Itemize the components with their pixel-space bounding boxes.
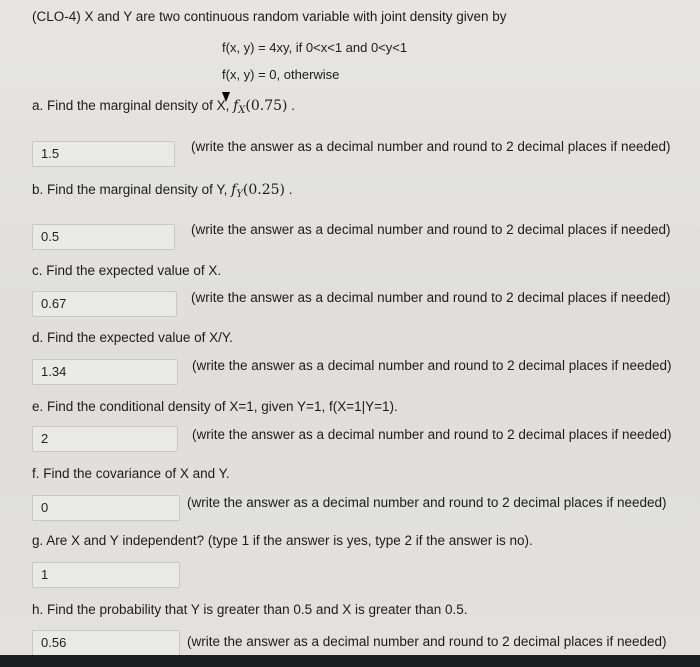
question-title: (CLO-4) X and Y are two continuous random variable with joint density given by: [32, 9, 507, 24]
question-b-fn: f: [231, 182, 237, 198]
question-a-label: a. Find the marginal density of X, $f_X(0.75)$ .: [32, 98, 296, 116]
hint-a: (write the answer as a decimal number and round to 2 decimal places if needed): [191, 139, 671, 154]
density-formula-line1: f(x, y) = 4xy, if 0<x<1 and 0<y<1: [222, 40, 408, 55]
hint-e: (write the answer as a decimal number and round to 2 decimal places if needed): [192, 427, 672, 442]
question-f-label: f. Find the covariance of X and Y.: [32, 466, 230, 481]
hint-f: (write the answer as a decimal number and round to 2 decimal places if needed): [187, 495, 667, 510]
hint-c: (write the answer as a decimal number and round to 2 decimal places if needed): [191, 290, 671, 305]
answer-input-d[interactable]: 1.34: [32, 359, 178, 385]
question-b-label: b. Find the marginal density of Y, $f_Y(0.25)$ .: [32, 182, 293, 200]
answer-input-g[interactable]: 1: [32, 562, 180, 588]
answer-input-a[interactable]: 1.5: [32, 141, 175, 167]
bottom-edge: [0, 655, 700, 667]
answer-input-h[interactable]: 0.56: [32, 630, 180, 656]
question-e-label: e. Find the conditional density of X=1, given Y=1, f(X=1|Y=1).: [32, 399, 398, 414]
hint-d: (write the answer as a decimal number and round to 2 decimal places if needed): [192, 358, 672, 373]
hint-h: (write the answer as a decimal number and round to 2 decimal places if needed): [187, 634, 667, 649]
question-h-label: h. Find the probability that Y is greater than 0.5 and X is greater than 0.5.: [32, 602, 468, 617]
answer-input-f[interactable]: 0: [32, 495, 180, 521]
hint-b: (write the answer as a decimal number and round to 2 decimal places if needed): [191, 222, 671, 237]
question-c-label: c. Find the expected value of X.: [32, 263, 222, 278]
question-a-fn: f: [233, 98, 239, 114]
question-g-label: g. Are X and Y independent? (type 1 if the answer is yes, type 2 if the answer is no).: [32, 533, 533, 548]
answer-input-c[interactable]: 0.67: [32, 291, 177, 317]
mouse-cursor-icon: [222, 92, 230, 102]
question-d-label: d. Find the expected value of X/Y.: [32, 330, 233, 345]
answer-input-e[interactable]: 2: [32, 426, 178, 452]
answer-input-b[interactable]: 0.5: [32, 224, 175, 250]
density-formula-line2: f(x, y) = 0, otherwise: [222, 67, 340, 82]
